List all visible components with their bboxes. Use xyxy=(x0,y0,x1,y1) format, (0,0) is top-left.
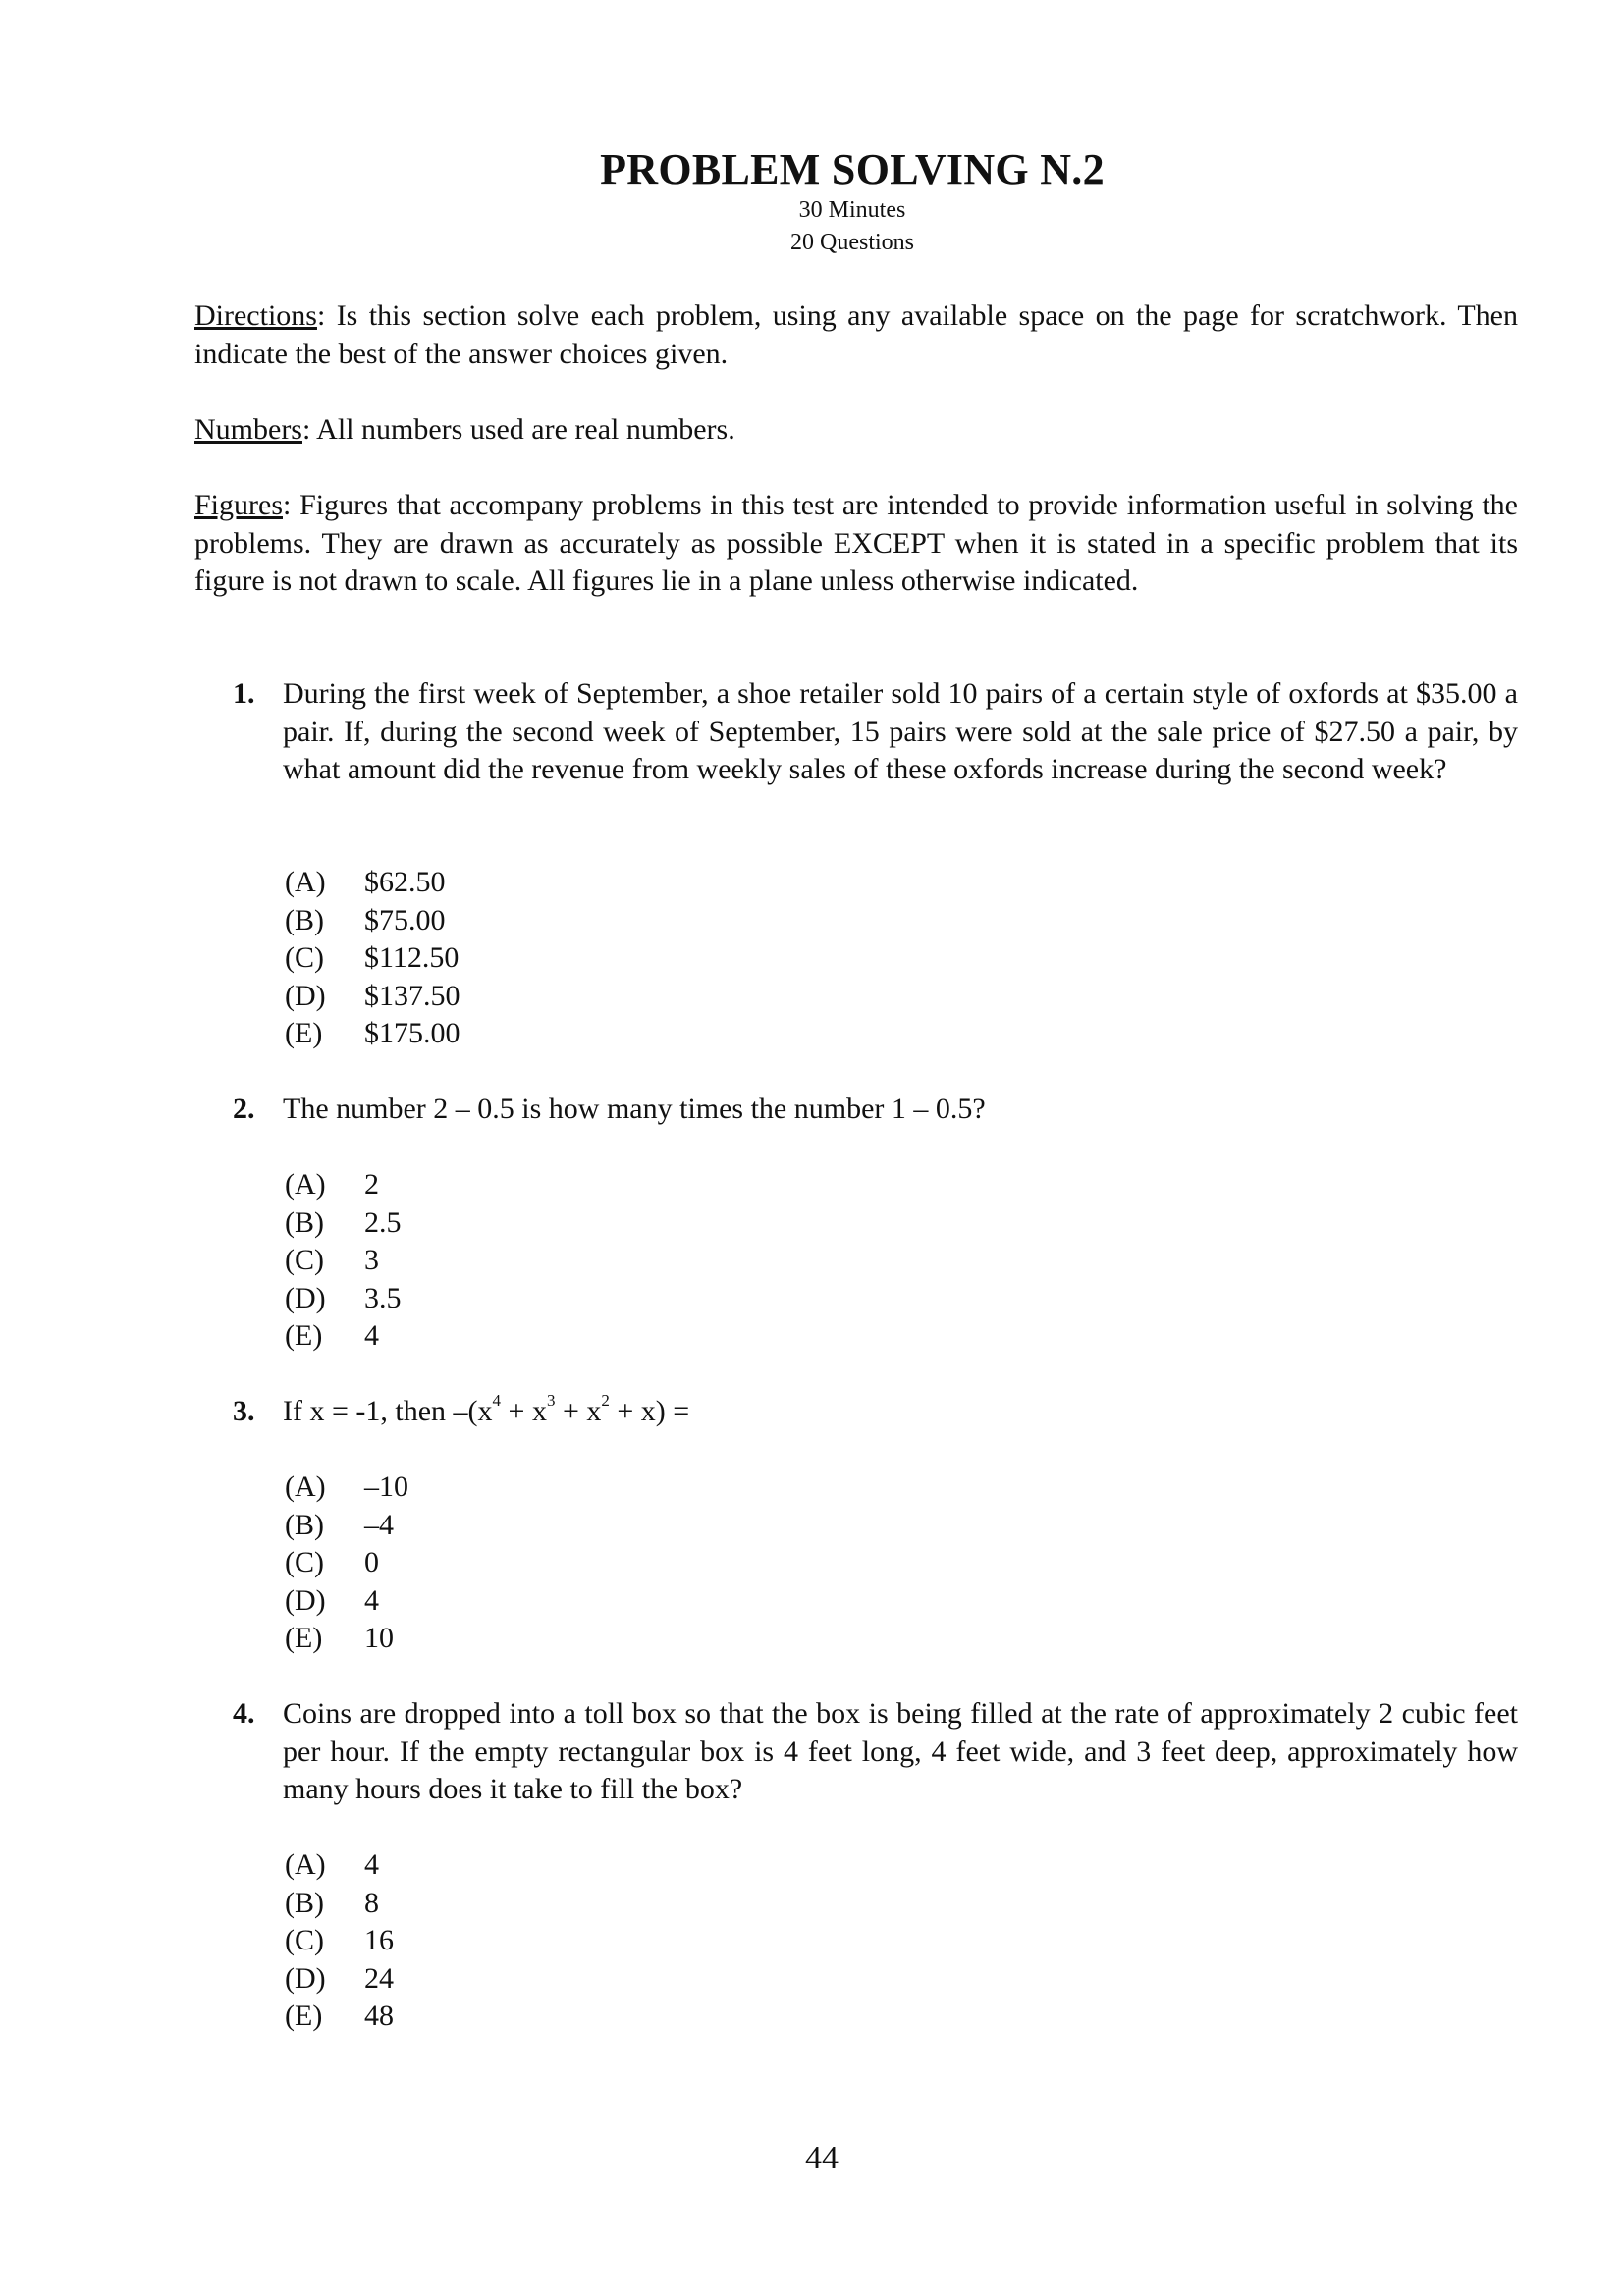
answer-choice[interactable] xyxy=(285,1960,394,1999)
section-header xyxy=(0,145,1624,259)
question-4 xyxy=(233,1695,1518,1809)
choice-value: –4 xyxy=(364,1508,394,1541)
answer-choice[interactable] xyxy=(285,1242,402,1280)
answer-choices-1 xyxy=(285,864,460,1053)
directions-label: Directions xyxy=(194,299,317,332)
choice-label: (B) xyxy=(285,903,324,936)
answer-choice[interactable] xyxy=(285,1922,394,1960)
answer-choice[interactable] xyxy=(285,1507,408,1545)
choice-value: 4 xyxy=(364,1848,379,1881)
choice-value: $75.00 xyxy=(364,903,446,936)
choice-label: (B) xyxy=(285,1886,324,1919)
expression-part: If x = -1, then –(x xyxy=(283,1395,493,1427)
expression-part: + x) = xyxy=(609,1395,690,1427)
choice-label: (A) xyxy=(285,866,326,898)
question-count: 20 Questions xyxy=(790,230,914,255)
exponent: 2 xyxy=(601,1391,610,1410)
answer-choice[interactable] xyxy=(285,1582,408,1621)
choice-label: (A) xyxy=(285,1848,326,1881)
choice-value: –10 xyxy=(364,1470,408,1503)
answer-choice[interactable] xyxy=(285,1544,408,1582)
choice-label: (D) xyxy=(285,1583,326,1617)
answer-choice[interactable] xyxy=(285,939,460,978)
choice-value: 16 xyxy=(364,1924,394,1956)
exponent: 3 xyxy=(546,1391,556,1410)
expression-part: + x xyxy=(555,1395,602,1427)
choice-value: 3 xyxy=(364,1244,379,1276)
answer-choice[interactable] xyxy=(285,1468,408,1507)
choice-value: 10 xyxy=(364,1622,394,1654)
question-2 xyxy=(233,1091,1518,1129)
exponent: 4 xyxy=(492,1391,502,1410)
choice-value: 24 xyxy=(364,1961,394,1995)
page-number: 44 xyxy=(805,2140,839,2176)
question-1 xyxy=(233,675,1518,789)
numbers-label: Numbers xyxy=(194,413,302,446)
choice-label: (D) xyxy=(285,1281,326,1314)
answer-choices-2 xyxy=(285,1166,402,1356)
choice-value: $175.00 xyxy=(364,1017,460,1049)
directions-paragraph xyxy=(194,297,1518,373)
figures-text: : Figures that accompany problems in this test are intended to provide information useful in solving the problems. They are drawn as accurately as possible EXCEPT when it is stated in a specific problem that its figure is not drawn to scale. All figures lie in a plane unless otherwise indicated. xyxy=(194,489,1518,597)
choice-value: 48 xyxy=(364,2000,394,2032)
choice-label: (C) xyxy=(285,1244,324,1276)
choice-value: 4 xyxy=(364,1583,379,1617)
question-number: 2. xyxy=(233,1093,255,1125)
choice-label: (C) xyxy=(285,1924,324,1956)
answer-choice[interactable] xyxy=(285,902,460,940)
choice-value: $137.50 xyxy=(364,979,460,1012)
numbers-text: : All numbers used are real numbers. xyxy=(301,413,735,446)
choice-value: 4 xyxy=(364,1319,379,1352)
answer-choice[interactable] xyxy=(285,864,460,902)
question-text: Coins are dropped into a toll box so that the box is being filled at the rate of approximately 2 cubic feet per hour. If the empty rectangular box is 4 feet long, 4 feet wide, and 3 feet deep, approximately how many hours does it take to fill the box? xyxy=(283,1697,1518,1805)
choice-value: 2 xyxy=(364,1168,379,1201)
answer-choices-4 xyxy=(285,1846,394,2036)
choice-value: 3.5 xyxy=(364,1281,402,1314)
choice-label: (E) xyxy=(285,1319,323,1352)
numbers-paragraph xyxy=(194,411,1518,450)
choice-label: (D) xyxy=(285,1961,326,1995)
question-text: During the first week of September, a shoe retailer sold 10 pairs of a certain style of oxfords at $35.00 a pair. If, during the second week of September, 15 pairs were sold at the sale price of $27.50 a pair, by what amount did the revenue from weekly sales of these oxfords increase during the second week? xyxy=(283,677,1518,785)
choice-label: (A) xyxy=(285,1168,326,1201)
answer-choice[interactable] xyxy=(285,978,460,1016)
answer-choice[interactable] xyxy=(285,1280,402,1318)
answer-choice[interactable] xyxy=(285,1846,394,1885)
choice-value: $112.50 xyxy=(364,941,460,974)
choice-label: (C) xyxy=(285,941,324,974)
choice-label: (E) xyxy=(285,1622,323,1654)
answer-choice[interactable] xyxy=(285,1166,402,1204)
choice-value: 8 xyxy=(364,1886,379,1919)
choice-label: (A) xyxy=(285,1470,326,1503)
question-number: 1. xyxy=(233,677,255,710)
choice-value: 0 xyxy=(364,1546,379,1578)
answer-choices-3 xyxy=(285,1468,408,1658)
choice-label: (E) xyxy=(285,1017,323,1049)
choice-label: (B) xyxy=(285,1205,324,1239)
expression-part: + x xyxy=(501,1395,547,1427)
choice-label: (C) xyxy=(285,1546,324,1578)
time-limit: 30 Minutes xyxy=(798,197,906,223)
question-number: 4. xyxy=(233,1697,255,1730)
question-text xyxy=(283,1393,1518,1431)
choice-label: (B) xyxy=(285,1508,324,1541)
section-title: PROBLEM SOLVING N.2 xyxy=(600,145,1105,193)
figures-label: Figures xyxy=(194,489,283,521)
choice-label: (E) xyxy=(285,2000,323,2032)
question-text: The number 2 – 0.5 is how many times the number 1 – 0.5? xyxy=(283,1093,986,1125)
figures-paragraph xyxy=(194,487,1518,601)
choice-label: (D) xyxy=(285,979,326,1012)
question-number: 3. xyxy=(233,1395,255,1427)
answer-choice[interactable] xyxy=(285,1015,460,1053)
answer-choice[interactable] xyxy=(285,1998,394,2036)
choice-value: 2.5 xyxy=(364,1205,402,1239)
answer-choice[interactable] xyxy=(285,1620,408,1658)
question-3 xyxy=(233,1393,1518,1431)
answer-choice[interactable] xyxy=(285,1204,402,1243)
choice-value: $62.50 xyxy=(364,866,446,898)
answer-choice[interactable] xyxy=(285,1885,394,1923)
answer-choice[interactable] xyxy=(285,1317,402,1356)
directions-text: : Is this section solve each problem, using any available space on the page for scratchwork. Then indicate the best of the answer choices given. xyxy=(194,299,1518,370)
